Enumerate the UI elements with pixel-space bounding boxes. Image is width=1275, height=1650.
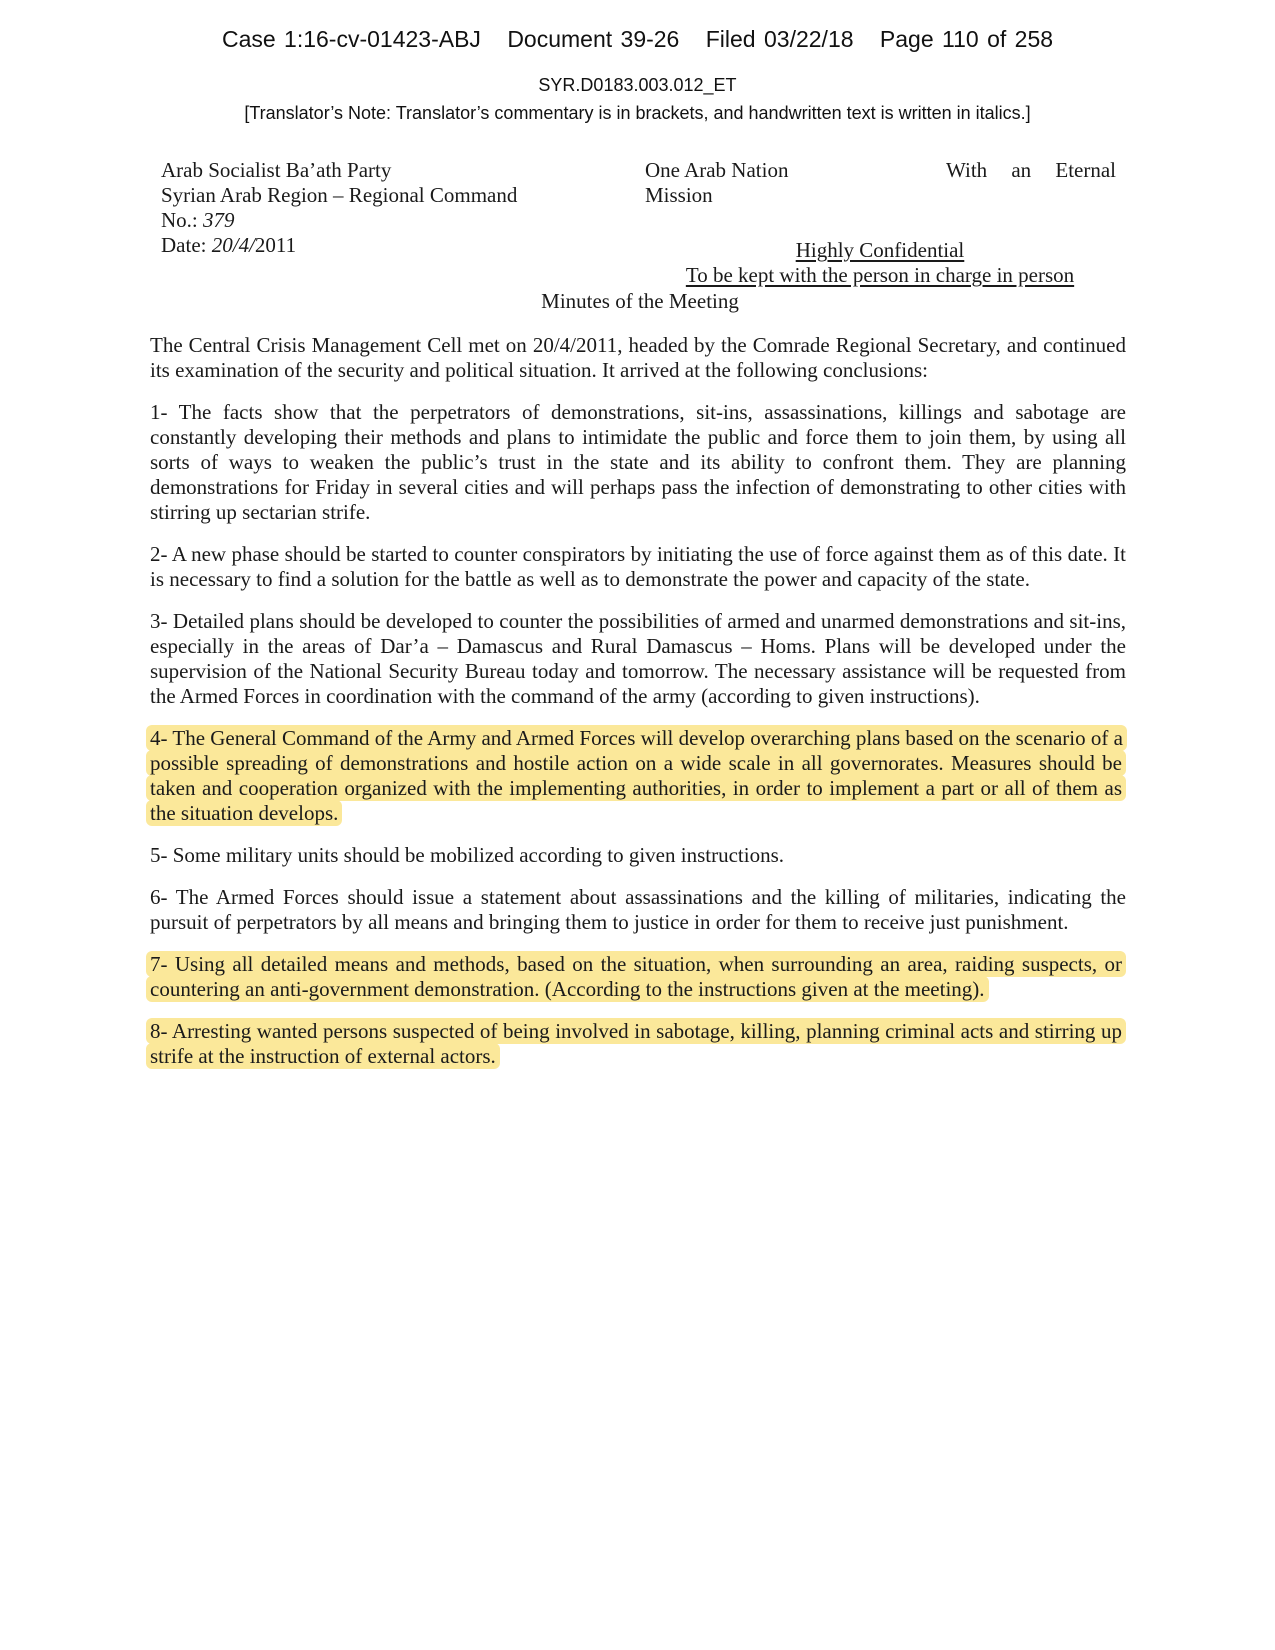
translator-note: [Translator’s Note: Translator’s commentary is in brackets, and handwritten text is written in italics.]	[244, 103, 1031, 123]
letterhead-left	[161, 158, 621, 258]
conclusion-5	[150, 843, 1126, 868]
conclusion-6	[150, 885, 1126, 935]
date-line	[161, 233, 621, 258]
intro-paragraph	[150, 333, 1126, 383]
date-handwritten: 20/4/	[211, 233, 255, 257]
paragraph-text: 5- Some military units should be mobilized according to given instructions.	[150, 843, 784, 867]
document-title: Minutes of the Meeting	[541, 289, 739, 313]
date-label: Date:	[161, 233, 207, 257]
case-number: Case 1:16-cv-01423-ABJ	[221, 26, 481, 52]
document-id: SYR.D0183.003.012_ET	[538, 75, 737, 95]
conclusion-2	[150, 542, 1126, 592]
paragraph-text: 6- The Armed Forces should issue a statement about assassinations and the killing of militaries, indicating the pursuit of perpetrators by all means and bringing them to justice in order for them to receive just punishment.	[150, 885, 1126, 934]
party-name: Arab Socialist Ba’ath Party	[161, 158, 392, 182]
conclusion-7-highlighted	[150, 952, 1126, 1002]
paragraph-text: 3- Detailed plans should be developed to counter the possibilities of armed and unarmed demonstrations and sit-ins, especially in the areas of Dar’a – Damascus and Rural Damascus – Homs. Plans will be developed under the supervision of the National Security Bureau today and tomorrow. The necessary assistance will be requested from the Armed Forces in coordination with the command of the army (according to given instructions).	[150, 609, 1126, 708]
highlighted-text: 7- Using all detailed means and methods, based on the situation, when surrounding an area, raiding suspects, or countering an anti-government demonstration. (According to the instructions given at the meeting).	[146, 951, 1126, 1002]
paragraph-text: 1- The facts show that the perpetrators of demonstrations, sit-ins, assassinations, killings and sabotage are constantly developing their methods and plans to intimidate the public and force them to join them, by using all sorts of ways to weaken the public’s trust in the state and its ability to confront them. They are planning demonstrations for Friday in several cities and will perhaps pass the infection of demonstrating to other cities with stirring up sectarian strife.	[150, 400, 1126, 524]
document-body	[150, 333, 1126, 1086]
conclusion-1	[150, 400, 1126, 525]
court-filing-stamp	[0, 26, 1275, 53]
paragraph-text: The Central Crisis Management Cell met on 20/4/2011, headed by the Comrade Regional Secretary, and continued its examination of the security and political situation. It arrived at the following conclusions:	[150, 333, 1126, 382]
highlighted-text: 8- Arresting wanted persons suspected of being involved in sabotage, killing, planning criminal acts and stirring up strife at the instruction of external actors.	[146, 1018, 1126, 1069]
highlighted-text: 4- The General Command of the Army and Armed Forces will develop overarching plans based on the scenario of a possible spreading of demonstrations and hostile action on a wide scale in all governorates. Measures should be taken and cooperation organized with the implementing authorities, in order to implement a part or all of them as the situation develops.	[146, 725, 1127, 826]
conclusion-8-highlighted	[150, 1019, 1126, 1069]
classification-level: Highly Confidential	[795, 238, 965, 262]
page-number: Page 110 of 258	[879, 26, 1054, 52]
party-motto	[645, 158, 925, 208]
motto-line-2: Mission	[645, 183, 713, 207]
motto-line-1: One Arab Nation	[645, 158, 789, 182]
document-number-line	[161, 208, 621, 233]
date-year: 2011	[254, 233, 297, 257]
number-label: No.:	[161, 208, 198, 232]
filed-date: Filed 03/22/18	[705, 26, 854, 52]
conclusion-3	[150, 609, 1126, 709]
classification-block	[640, 238, 1120, 288]
paragraph-text: 2- A new phase should be started to counter conspirators by initiating the use of force against them as of this date. It is necessary to find a solution for the battle as well as to demonstrate the power and capacity of the state.	[150, 542, 1126, 591]
number-value: 379	[203, 208, 235, 232]
region-command: Syrian Arab Region – Regional Command	[161, 183, 518, 207]
document-number: Document 39-26	[507, 26, 680, 52]
motto-right: With an Eternal	[946, 158, 1116, 182]
conclusion-4-highlighted	[150, 726, 1126, 826]
classification-handling: To be kept with the person in charge in person	[685, 263, 1075, 287]
